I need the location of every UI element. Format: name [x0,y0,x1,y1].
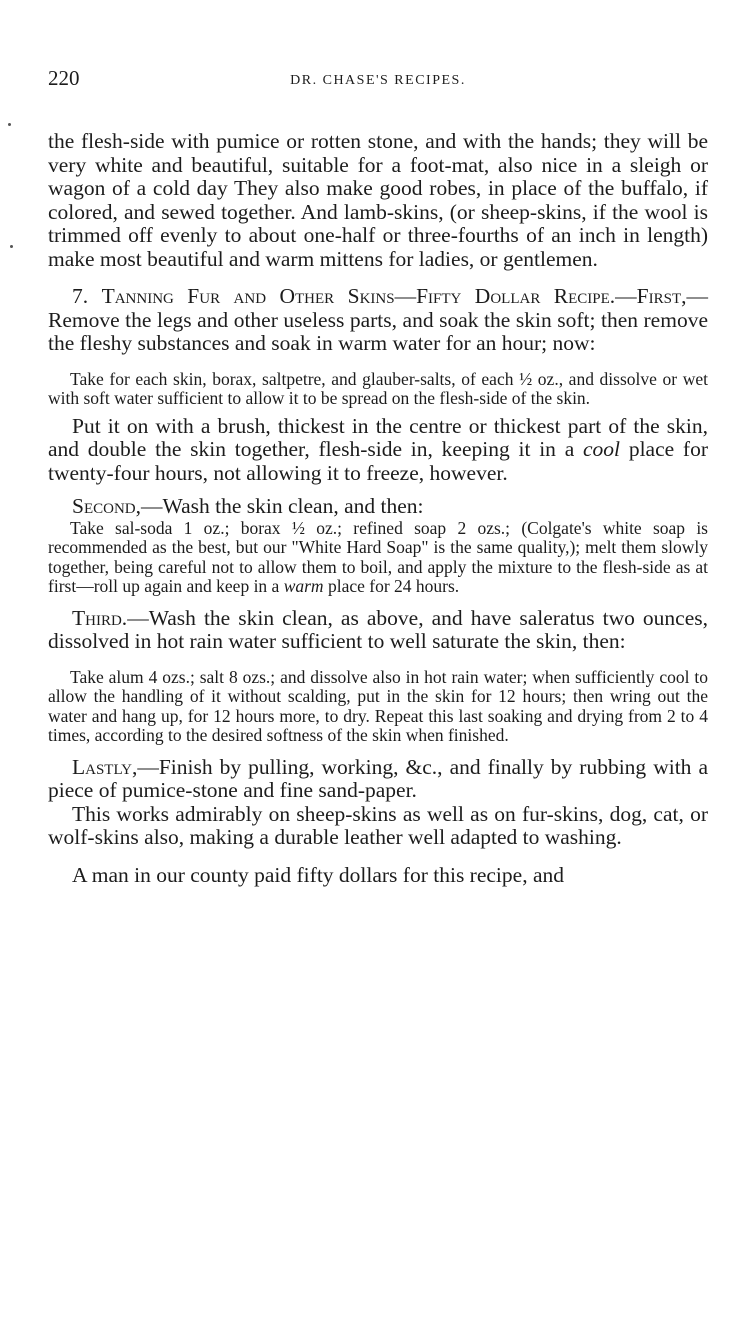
step-second-text: —Wash the skin clean, and then: [141,494,424,518]
recipe-title: Tanning Fur and Other Skins—Fifty Dollar Recipe. [101,284,616,308]
first-mixture-instructions: Take for each skin, borax, saltpetre, and glauber-salts, of each ½ oz., and dissolve or wet with soft water sufficient to allow it to be spread on the flesh-side of the skin. [48,368,708,408]
step-third-label: Third. [72,605,128,630]
recipe-number: 7. [72,284,89,308]
application-text-b: place for twenty-four hours, not allowing it to freeze, however. [48,437,709,485]
step-second-paragraph [48,495,708,519]
step-lastly-label: Lastly, [72,754,138,779]
book-page [48,66,708,887]
second-mixture-emphasis: warm [283,576,324,596]
step-first-text: —Remove the legs and other useless parts, and soak the skin soft; then remove the fleshy substances and soak in warm water for an hour; now: [48,284,708,355]
second-mixture-text-b: place for 24 hours. [323,576,460,596]
step-second-label: Second, [72,494,141,518]
result-paragraph: This works admirably on sheep-skins as well as on fur-skins, dog, cat, or wolf-skins also, making a durable leather well adapted to washing. [48,801,708,849]
application-paragraph [48,415,708,486]
application-emphasis: cool [583,437,621,461]
paragraph-continuation: the flesh-side with pumice or rotten stone, and with the hands; they will be very white and beautiful, suitable for a foot-mat, also nice in a sleigh or wagon of a cold day They also make good robes, in place of the buffalo, if colored, and sewed together. And lamb-skins, (or sheep-skins, if the wool is trimmed off evenly to about one-half or three-fourths of an inch in length) make most beautiful and warm mittens for ladies, or gentlemen. [48,129,708,271]
step-first-label: —First, [615,284,687,308]
step-lastly-paragraph [48,756,708,803]
application-text-a: Put it on with a brush, thickest in the centre or thickest part of the skin, and double the skin together, flesh-side in, keeping it in a [48,413,708,461]
step-lastly-text: —Finish by pulling, working, &c., and finally by rubbing with a piece of pumice-stone and fine sand-paper. [48,754,708,802]
step-third-text: —Wash the skin clean, as above, and have saleratus two ounces, dissolved in hot rain water sufficient to well saturate the skin, then: [48,605,708,653]
page-number: 220 [48,66,80,90]
margin-mark-middle [10,245,13,248]
third-mixture-instructions: Take alum 4 ozs.; salt 8 ozs.; and dissolve also in hot rain water; when sufficiently cool to allow the handling of it without scalding, put in the skin for 12 hours; then wring out the water and hang up, for 12 hours more, to dry. Repeat this last soaking and drying from 2 to 4 times, according to the desired softness of the skin when finished. [48,666,708,745]
closing-paragraph: A man in our county paid fifty dollars for this recipe, and [72,862,564,887]
running-title: DR. CHASE'S RECIPES. [290,73,466,88]
second-mixture-text-a: Take sal-soda 1 oz.; borax ½ oz.; refined soap 2 ozs.; (Colgate's white soap is recommended as the best, but our "White Hard Soap" is the same quality,); melt them slowly together, being careful not to allow them to boil, and apply the mixture to the flesh-side as at first—roll up again and keep in a [48,517,708,596]
running-head [48,66,708,100]
recipe-heading-paragraph [48,285,708,356]
second-mixture-instructions [48,519,708,597]
step-third-paragraph [48,607,708,654]
margin-mark-top [8,123,11,126]
